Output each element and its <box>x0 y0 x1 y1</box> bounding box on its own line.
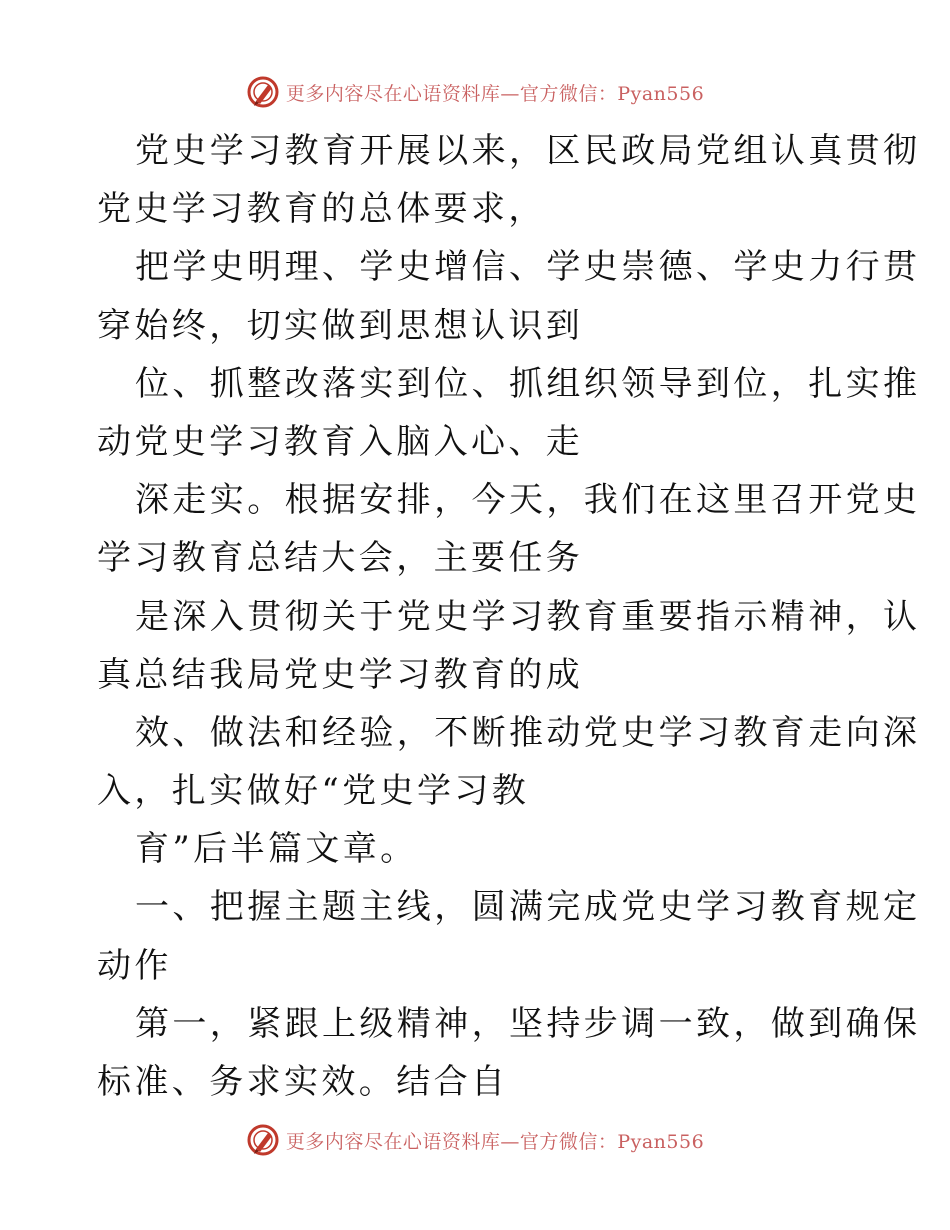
text-line: 标准、务求实效。结合自 <box>97 1062 509 1102</box>
text-line: 学习教育总结大会，主要任务 <box>97 538 584 579</box>
header-banner-text: 更多内容尽在心语资料库—官方微信：Pyan556 <box>285 82 705 105</box>
text-line: 入，扎实做好“党史学习教 <box>97 771 530 812</box>
text-line: 把学史明理、学史增信、学史崇德、学史力行贯 <box>135 247 921 288</box>
section-heading-line: 一、把握主题主线，圆满完成党史学习教育规定 <box>135 887 921 928</box>
text-line: 党史学习教育的总体要求， <box>97 189 546 230</box>
text-line: 动党史学习教育入脑入心、走 <box>97 421 584 462</box>
text-line: 第一，紧跟上级精神，坚持步调一致，做到确保 <box>135 1003 921 1044</box>
document-body <box>97 122 921 1111</box>
text-line: 是深入贯彻关于党史学习教育重要指示精神，认 <box>135 596 921 637</box>
text-line: 党史学习教育开展以来，区民政局党组认真贯彻 <box>135 131 921 171</box>
text-line: 深走实。根据安排，今天，我们在这里召开党史 <box>135 480 921 521</box>
text-line: 位、抓整改落实到位、抓组织领导到位，扎实推 <box>135 363 921 404</box>
text-line: 穿始终，切实做到思想认识到 <box>97 305 584 346</box>
text-line: 效、做法和经验，不断推动党史学习教育走向深 <box>135 712 921 753</box>
section-heading-line: 动作 <box>97 945 172 986</box>
pen-seal-icon <box>246 1123 280 1157</box>
footer-banner[interactable] <box>0 1120 950 1160</box>
pen-seal-icon <box>246 75 280 109</box>
footer-banner-text: 更多内容尽在心语资料库—官方微信：Pyan556 <box>285 1130 705 1153</box>
header-banner[interactable] <box>0 72 950 112</box>
text-line: 育”后半篇文章。 <box>135 829 418 870</box>
text-line: 真总结我局党史学习教育的成 <box>97 654 584 695</box>
